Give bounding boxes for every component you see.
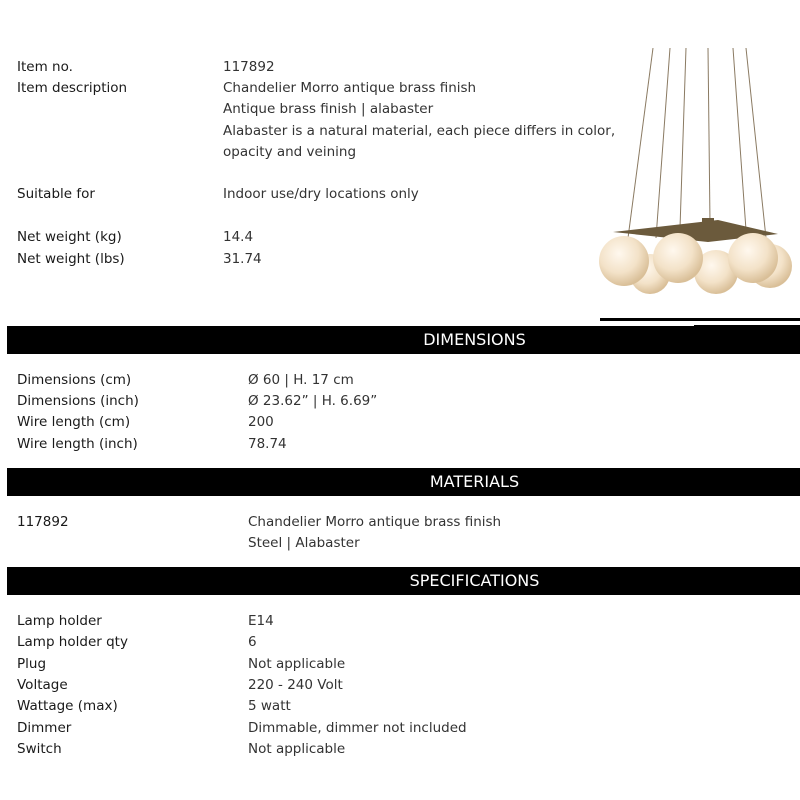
chandelier-product-image [598,48,800,332]
specifications-title: SPECIFICATIONS [409,571,540,590]
net-weight-kg-label: Net weight (kg) [17,229,122,245]
spec-row-value: 220 - 240 Volt [248,677,343,693]
dimensions-row-value: 78.74 [248,436,287,452]
spec-row-value: E14 [248,613,274,629]
net-weight-lbs-value: 31.74 [223,251,262,267]
item-description-line-3: Alabaster is a natural material, each piece differs in color, [223,123,616,139]
dimensions-row-value: 200 [248,414,274,430]
spec-row-value: Not applicable [248,656,346,672]
dimensions-row-value: Ø 60 | H. 17 cm [248,372,354,388]
spec-row-value: 6 [248,634,257,650]
materials-line-1: Chandelier Morro antique brass finish [248,514,502,530]
item-description-label: Item description [17,80,128,96]
suitable-for-value: Indoor use/dry locations only [223,186,419,202]
spec-row-label: Plug [17,656,47,672]
item-description-line-1: Chandelier Morro antique brass finish [223,80,477,96]
materials-code: 117892 [17,514,69,530]
item-description-line-2: Antique brass finish | alabaster [223,101,434,117]
dimensions-title: DIMENSIONS [423,330,526,349]
dimensions-header [7,326,800,354]
spec-row-label: Lamp holder [17,613,102,629]
item-no-label: Item no. [17,59,73,75]
spec-row-label: Switch [17,741,62,757]
spec-row-value: Not applicable [248,741,346,757]
item-description-line-4: opacity and veining [223,144,357,160]
dimensions-row-label: Wire length (cm) [17,414,131,430]
dimensions-row-value: Ø 23.62” | H. 6.69” [248,393,378,409]
spec-row-label: Lamp holder qty [17,634,128,650]
materials-title: MATERIALS [429,472,520,491]
net-weight-kg-value: 14.4 [223,229,254,245]
dimensions-row-label: Dimensions (cm) [17,372,132,388]
spec-row-label: Wattage (max) [17,698,118,714]
net-weight-lbs-label: Net weight (lbs) [17,251,125,267]
materials-line-2: Steel | Alabaster [248,535,360,551]
spec-row-value: 5 watt [248,698,291,714]
dimensions-row-label: Dimensions (inch) [17,393,139,409]
dimensions-row-label: Wire length (inch) [17,436,138,452]
suitable-for-label: Suitable for [17,186,95,202]
spec-row-value: Dimmable, dimmer not included [248,720,467,736]
item-no-value: 117892 [223,59,275,75]
materials-header [7,468,800,496]
spec-row-label: Voltage [17,677,68,693]
spec-row-label: Dimmer [17,720,72,736]
specifications-header [7,567,800,595]
